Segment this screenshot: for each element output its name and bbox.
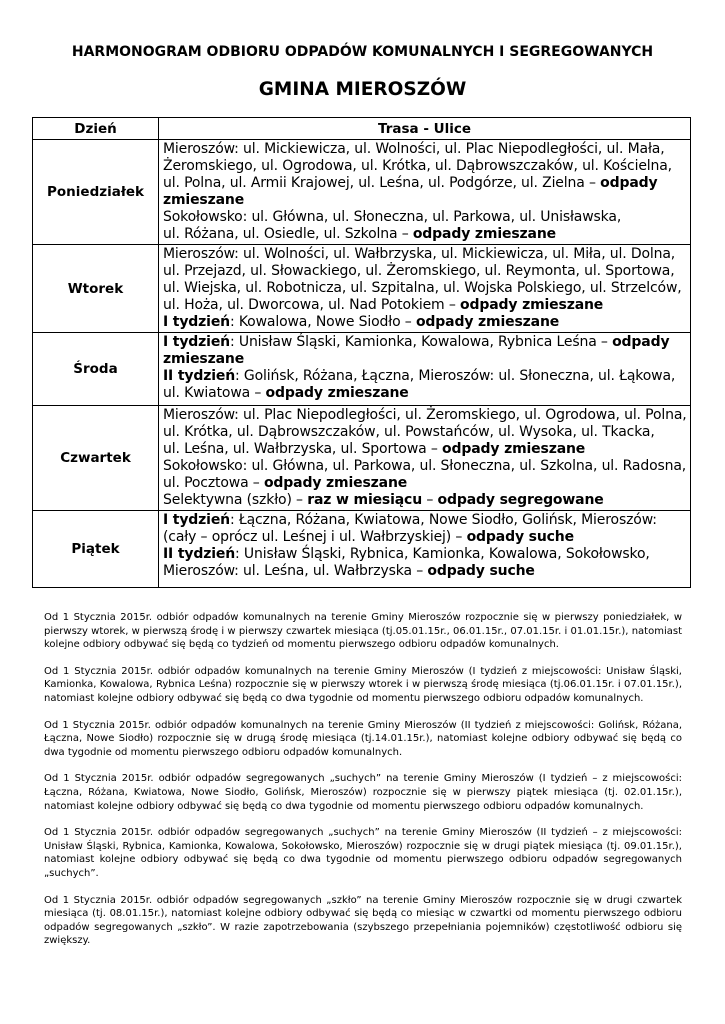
route-line — [163, 563, 687, 580]
route-line — [163, 351, 687, 368]
note-paragraph: Od 1 Stycznia 2015r. odbiór odpadów komunalnych na terenie Gminy Mieroszów (II tydzień z miejscowości: Golińsk, Różana, Łączna, Nowe Siodło) rozpocznie się w drugą środę miesiąca (tj.14.01.15r.), natomiast kolejne odbiory odbywać się będą co dwa tygodnie od momentu pierwszego odbioru odpadów komunalnych. — [44, 719, 682, 758]
route-text-bold: odpady zmieszane — [265, 385, 409, 401]
route-text: Selektywna (szkło) – — [163, 492, 308, 508]
route-cell — [159, 245, 691, 333]
route-text: : Łączna, Różana, Kwiatowa, Nowe Siodło, Golińsk, Mieroszów: — [229, 512, 657, 528]
route-cell — [159, 406, 691, 511]
route-block — [163, 407, 687, 458]
route-text-bold: odpady segregowane — [437, 492, 604, 508]
route-block — [163, 512, 687, 546]
route-text: Sokołowsko: ul. Główna, ul. Słoneczna, ul. Parkowa, ul. Unisławska, — [163, 209, 622, 225]
route-text: ul. Leśna, ul. Wałbrzyska, ul. Sportowa – — [163, 441, 442, 457]
day-cell: Wtorek — [33, 245, 159, 333]
note-paragraph: Od 1 Stycznia 2015r. odbiór odpadów komunalnych na terenie Gminy Mieroszów (I tydzień z miejscowości: Unisław Śląski, Kamionka, Kowalowa, Rybnica Leśna) rozpocznie się w pierwszy wtorek i w pierwszą środę miesiąca (tj.06.01.15r. i 07.01.15r.), natomiast kolejne odbiory odbywać się będą co dwa tygodnie od momentu pierwszego odbioru odpadów komunalnych. — [44, 665, 682, 704]
route-text-bold: odpady zmieszane — [460, 297, 604, 313]
route-text-bold: zmieszane — [163, 351, 245, 367]
route-line — [163, 280, 687, 297]
route-text-bold: odpady suche — [427, 563, 535, 579]
route-block — [163, 546, 687, 580]
note-paragraph: Od 1 Stycznia 2015r. odbiór odpadów segregowanych „suchych” na terenie Gminy Mieroszów (I tydzień – z miejscowości: Łączna, Różana, Kwiatowa, Nowe Siodło, Golińsk, Mieroszów) rozpocznie się w pierwszy piątek miesiąca (tj. 02.01.15r.), natomiast kolejne odbiory odbywać się będą co dwa tygodnie od momentu pierwszego odbioru odpadów komunalnych. — [44, 773, 682, 812]
route-text-bold: odpady — [600, 175, 658, 191]
route-line — [163, 158, 687, 175]
route-text: ul. Wiejska, ul. Robotnicza, ul. Szpitalna, ul. Wojska Polskiego, ul. Strzelców, — [163, 280, 682, 296]
header-route: Trasa - Ulice — [159, 118, 691, 140]
route-text: Mieroszów: ul. Leśna, ul. Wałbrzyska – — [163, 563, 428, 579]
route-text-bold: odpady suche — [466, 529, 574, 545]
day-cell: Poniedziałek — [33, 140, 159, 245]
route-text: Żeromskiego, ul. Ogrodowa, ul. Krótka, ul. Dąbrowszczaków, ul. Kościelna, — [163, 158, 672, 174]
route-block — [163, 141, 687, 209]
route-text-bold: odpady zmieszane — [442, 441, 586, 457]
route-text-bold: zmieszane — [163, 192, 245, 208]
route-line — [163, 314, 687, 331]
route-text: ul. Krótka, ul. Dąbrowszczaków, ul. Powstańców, ul. Wysoka, ul. Tkacka, — [163, 424, 655, 440]
route-text-bold: odpady zmieszane — [412, 226, 556, 242]
note-paragraph: Od 1 Stycznia 2015r. odbiór odpadów segregowanych „szkło” na terenie Gminy Mieroszów rozpocznie się w drugi czwartek miesiąca (tj. 08.01.15r.), natomiast kolejne odbiory odbywać się będą co miesiąc w czwartki od momentu pierwszego odbioru odpadów segregowanych „szkło”. W razie zapotrzebowania (szybszego przepełniania pojemników) częstotliwość odbioru się zwiększy. — [44, 894, 682, 947]
route-cell — [159, 140, 691, 245]
document-title: HARMONOGRAM ODBIORU ODPADÓW KOMUNALNYCH I SEGREGOWANYCH — [71, 44, 654, 60]
route-block — [163, 246, 687, 331]
route-line — [163, 141, 687, 158]
route-text-bold: II tydzień — [163, 368, 236, 384]
route-text-bold: odpady zmieszane — [415, 314, 560, 330]
route-line — [163, 407, 687, 424]
table-row — [33, 333, 691, 406]
route-text: ul. Hoża, ul. Dworcowa, ul. Nad Potokiem – — [163, 297, 460, 313]
schedule-table — [32, 117, 691, 588]
table-row — [33, 140, 691, 245]
route-text: ul. Kwiatowa – — [163, 385, 266, 401]
route-text-bold: odpady zmieszane — [263, 475, 408, 491]
route-text-bold: I tydzień — [163, 314, 230, 330]
route-line — [163, 226, 687, 243]
route-line — [163, 492, 687, 509]
route-text-bold: raz w miesiącu — [307, 492, 423, 508]
route-block — [163, 368, 687, 402]
schedule-body — [33, 140, 691, 588]
route-text: ul. Różana, ul. Osiedle, ul. Szkolna – — [163, 226, 413, 242]
route-line — [163, 209, 687, 226]
route-block — [163, 334, 687, 368]
route-line — [163, 263, 687, 280]
route-text-bold: odpady — [612, 334, 670, 350]
route-line — [163, 529, 687, 546]
route-text: (cały – oprócz ul. Leśnej i ul. Wałbrzyskiej) – — [163, 529, 467, 545]
route-text: – — [422, 492, 438, 508]
route-text: : Golińsk, Różana, Łączna, Mieroszów: ul. Słoneczna, ul. Łąkowa, — [235, 368, 676, 384]
note-paragraph: Od 1 Stycznia 2015r. odbiór odpadów komunalnych na terenie Gminy Mieroszów rozpocznie się w pierwszy poniedziałek, w pierwszy wtorek, w pierwszą środę i w pierwszy czwartek miesiąca (tj.05.01.15r., 06.01.15r., 07.01.15r. i 01.01.15r.), natomiast kolejne odbiory odbywać się będą co tydzień od momentu pierwszego odbioru odpadów komunalnych. — [44, 612, 682, 651]
table-header-row — [33, 118, 691, 140]
note-paragraph: Od 1 Stycznia 2015r. odbiór odpadów segregowanych „suchych” na terenie Gminy Mieroszów (II tydzień – z miejscowości: Unisław Śląski, Rybnica, Kamionka, Kowalowa, Sokołowsko, Mieroszów) rozpocznie się w drugi piątek miesiąca (tj. 09.01.15r.), natomiast kolejne odbiory odbywać się będą co dwa tygodnie od momentu pierwszego odbioru odpadów segregowanych „suchych”. — [44, 827, 682, 879]
day-cell: Czwartek — [33, 406, 159, 511]
route-cell — [159, 511, 691, 588]
route-line — [163, 297, 687, 314]
route-text-bold: II tydzień — [163, 546, 236, 562]
route-line — [163, 424, 687, 441]
route-text: : Kowalowa, Nowe Siodło – — [229, 314, 416, 330]
table-row — [33, 406, 691, 511]
table-row — [33, 511, 691, 588]
route-line — [163, 512, 687, 529]
header-day: Dzień — [33, 118, 159, 140]
route-line — [163, 546, 687, 563]
day-cell: Piątek — [33, 511, 159, 588]
route-line — [163, 385, 687, 402]
route-block — [163, 209, 687, 243]
route-cell — [159, 333, 691, 406]
route-line — [163, 441, 687, 458]
route-text: Sokołowsko: ul. Główna, ul. Parkowa, ul. Słoneczna, ul. Szkolna, ul. Radosna, — [163, 458, 687, 474]
route-text: ul. Przejazd, ul. Słowackiego, ul. Żeromskiego, ul. Reymonta, ul. Sportowa, — [163, 263, 675, 279]
route-line — [163, 246, 687, 263]
route-text: Mieroszów: ul. Wolności, ul. Wałbrzyska, ul. Mickiewicza, ul. Miła, ul. Dolna, — [163, 246, 676, 262]
route-text: Mieroszów: ul. Mickiewicza, ul. Wolności, ul. Plac Niepodległości, ul. Mała, — [163, 141, 665, 157]
table-row — [33, 245, 691, 333]
route-block — [163, 458, 687, 509]
route-text: : Unisław Śląski, Kamionka, Kowalowa, Rybnica Leśna – — [229, 334, 613, 350]
route-text-bold: I tydzień — [163, 512, 230, 528]
route-text: : Unisław Śląski, Rybnica, Kamionka, Kowalowa, Sokołowsko, — [235, 546, 650, 562]
route-text: ul. Polna, ul. Armii Krajowej, ul. Leśna, ul. Podgórze, ul. Zielna – — [163, 175, 601, 191]
route-text-bold: I tydzień — [163, 334, 230, 350]
route-text: Mieroszów: ul. Plac Niepodległości, ul. Żeromskiego, ul. Ogrodowa, ul. Polna, — [163, 407, 687, 423]
day-cell: Środa — [33, 333, 159, 406]
route-line — [163, 192, 687, 209]
route-line — [163, 334, 687, 351]
route-text: ul. Pocztowa – — [163, 475, 264, 491]
route-line — [163, 175, 687, 192]
route-line — [163, 475, 687, 492]
route-line — [163, 458, 687, 475]
document-subtitle: GMINA MIEROSZÓW — [258, 79, 467, 100]
notes-section — [44, 611, 682, 961]
route-line — [163, 368, 687, 385]
